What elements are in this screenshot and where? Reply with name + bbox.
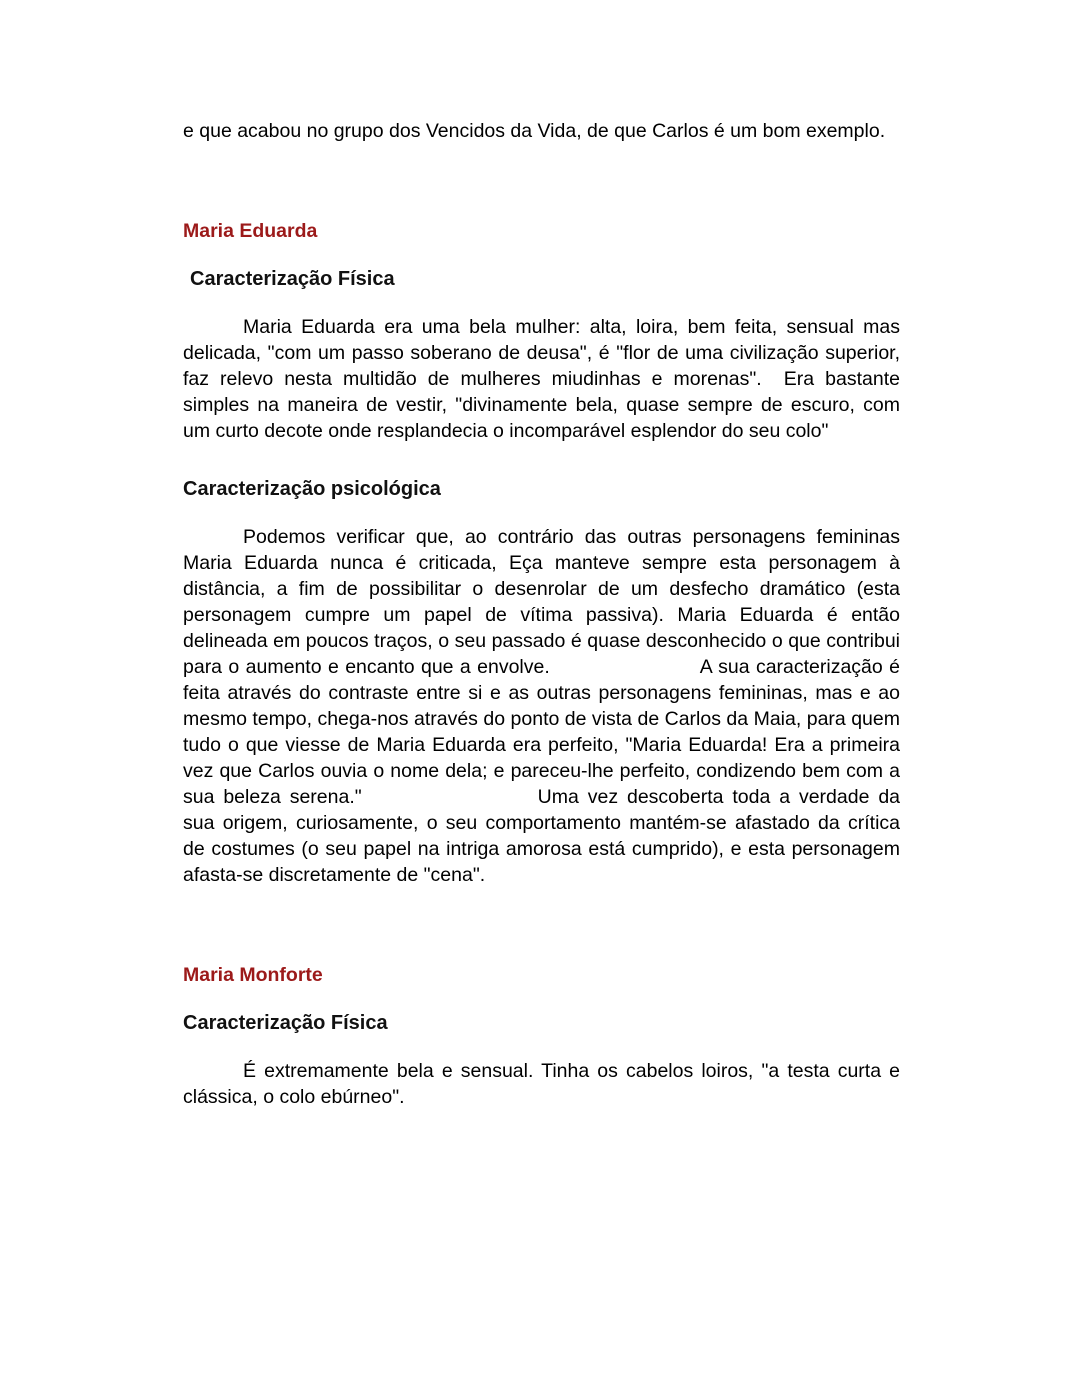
spacer xyxy=(183,988,900,1010)
spacer xyxy=(183,244,900,266)
spacer xyxy=(183,888,900,962)
subheading-caracterizacao-psicologica-eduarda: Caracterização psicológica xyxy=(183,478,441,500)
paragraph-psicologica-eduarda xyxy=(183,524,906,888)
spacer xyxy=(183,1036,900,1058)
paragraph-psicologica-part1: Podemos verificar que, ao contrário das outras personagens femininas Maria Eduarda nunca é criticada, Eça manteve sempre esta personagem à distância, a fim de possibilitar o desenrolar de um desfecho dramático (esta personagem cumpre um papel de vítima passiva). Maria Eduarda é então delineada em poucos traços, o seu passado é quase desconhecido o que contribui para o aumento e encanto que a envolve. xyxy=(183,526,906,678)
spacer xyxy=(183,144,900,218)
section-heading-maria-monforte: Maria Monforte xyxy=(183,964,323,986)
subheading-caracterizacao-fisica-monforte: Caracterização Física xyxy=(183,1012,388,1034)
subheading-caracterizacao-fisica-eduarda: Caracterização Física xyxy=(190,268,395,290)
spacer xyxy=(183,292,900,314)
paragraph-fisica-eduarda: Maria Eduarda era uma bela mulher: alta, loira, bem feita, sensual mas delicada, "com um passo soberano de deusa", é "flor de uma civilização superior, faz relevo nesta multidão de mulheres miudinhas e morenas". Era bastante simples na maneira de vestir, "divinamente bela, quase sempre de escuro, com um curto decote onde resplandecia o incomparável esplendor do seu colo" xyxy=(183,316,906,442)
spacer xyxy=(183,502,900,524)
paragraph-psicologica-part3: Uma vez descoberta toda a verdade da sua origem, curiosamente, o seu comportamento mantém-se afastado da crítica de costumes (o seu papel na intriga amorosa está cumprido), e esta personagem afasta-se discretamente de "cena". xyxy=(183,786,906,886)
spacer xyxy=(183,444,900,476)
paragraph-fisica-monforte: É extremamente bela e sensual. Tinha os cabelos loiros, "a testa curta e clássica, o colo ebúrneo". xyxy=(183,1060,906,1108)
paragraph-psicologica-part2: A sua caracterização é feita através do contraste entre si e as outras personagens femininas, mas e ao mesmo tempo, chega-nos através do ponto de vista de Carlos da Maia, para quem tudo o que viesse de Maria Eduarda era perfeito, "Maria Eduarda! Era a primeira vez que Carlos ouvia o nome dela; e pareceu-lhe perfeito, condizendo bem com a sua beleza serena." xyxy=(183,656,906,808)
section-heading-maria-eduarda: Maria Eduarda xyxy=(183,220,318,242)
intro-paragraph: e que acabou no grupo dos Vencidos da Vida, de que Carlos é um bom exemplo. xyxy=(183,120,886,142)
document-content xyxy=(183,118,906,1110)
